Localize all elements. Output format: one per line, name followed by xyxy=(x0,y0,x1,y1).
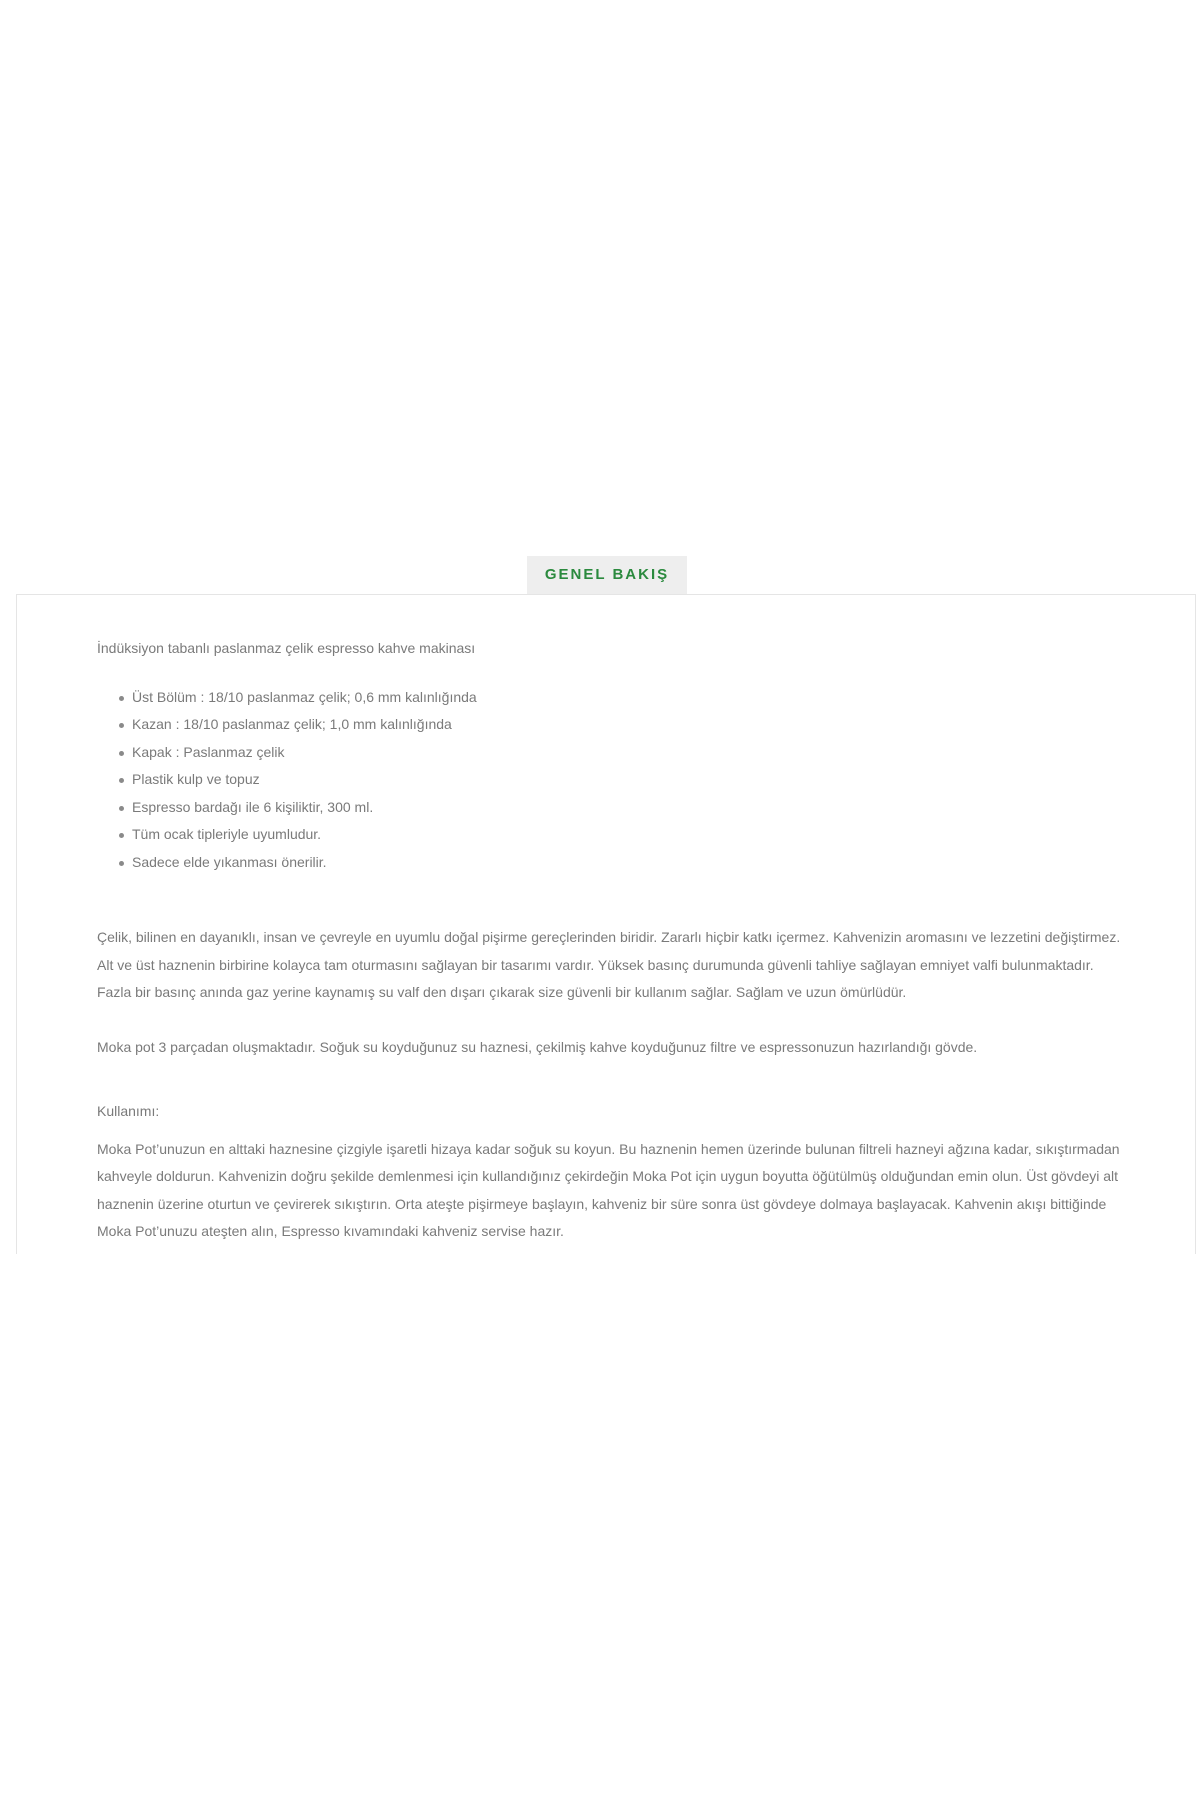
tab-overview[interactable]: GENEL BAKIŞ xyxy=(527,556,687,594)
steel-paragraph: Çelik, bilinen en dayanıklı, insan ve çevreyle en uyumlu doğal pişirme gereçlerinden biridir. Zararlı hiçbir katkı içermez. Kahvenizin aromasını ve lezzetini değiştirmez. Alt ve üst haznenin birbirine kolayca tam oturmasını sağlayan bir tasarımı vardır. Yüksek basınç durumunda güvenli tahliye sağlayan emniyet valfi bulunmaktadır. Fazla bir basınç anında gaz yerine kaynamış su valf den dışarı çıkarak size güvenli bir kullanım sağlar. Sağlam ve uzun ömürlüdür. xyxy=(97,929,1121,1000)
product-intro: İndüksiyon tabanlı paslanmaz çelik espresso kahve makinası xyxy=(97,640,476,656)
usage-paragraph: Moka Pot’unuzun en alttaki haznesine çizgiyle işaretli hizaya kadar soğuk su koyun. Bu haznenin hemen üzerinde bulunan filtreli hazneyi ağzına kadar, sıkıştırmadan kahveyle doldurun. Kahvenizin doğru şekilde demlenmesi için kullandığınız çekirdeğin Moka Pot için uygun boyutta öğütülmüş olduğundan emin olun. Üst gövdeyi alt haznenin üzerine oturtun ve çevirerek sıkıştırın. Orta ateşte pişirmeye başlayın, kahveniz bir süre sonra üst gövdeye dolmaya başlayacak. Kahvenin akışı bittiğinde Moka Pot’unuzu ateşten alın, Espresso kıvamındaki kahveniz servise hazır. xyxy=(97,1140,1120,1239)
feature-item: Espresso bardağı ile 6 kişiliktir, 300 ml. xyxy=(132,794,1127,822)
parts-paragraph: Moka pot 3 parçadan oluşmaktadır. Soğuk su koyduğunuz su haznesi, çekilmiş kahve koyduğunuz filtre ve espressonuzun hazırlandığı gövde. xyxy=(97,1038,978,1055)
top-blank-area xyxy=(0,0,1200,556)
usage-title: Kullanımı: xyxy=(97,1103,160,1119)
feature-item: Kazan : 18/10 paslanmaz çelik; 1,0 mm kalınlığında xyxy=(132,711,1127,739)
feature-item: Plastik kulp ve topuz xyxy=(132,766,1127,794)
tab-panel-overview xyxy=(16,594,1196,1254)
feature-list xyxy=(97,684,1127,877)
feature-item: Sadece elde yıkanması önerilir. xyxy=(132,849,1127,877)
feature-item: Üst Bölüm : 18/10 paslanmaz çelik; 0,6 mm kalınlığında xyxy=(132,684,1127,712)
feature-item: Tüm ocak tipleriyle uyumludur. xyxy=(132,821,1127,849)
tab-bar xyxy=(0,556,1200,594)
overview-content xyxy=(97,635,1127,1246)
feature-item: Kapak : Paslanmaz çelik xyxy=(132,739,1127,767)
